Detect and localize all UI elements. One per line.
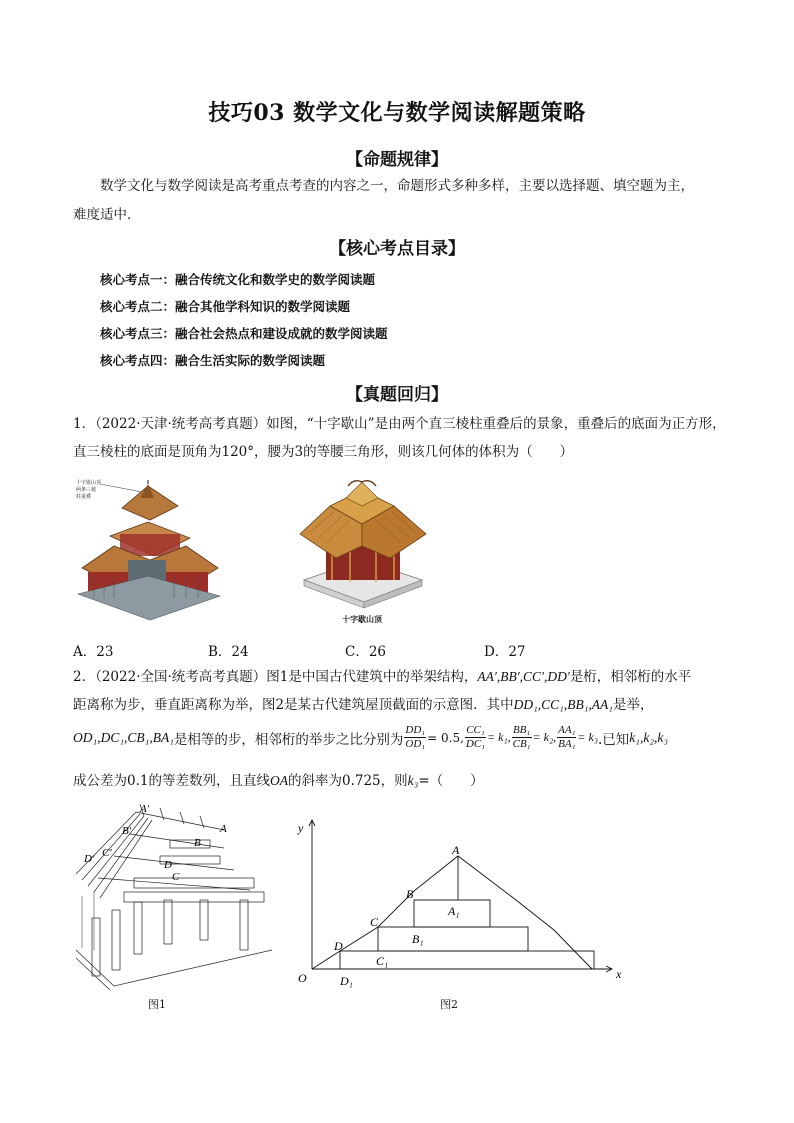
- q1-choice-d: D．27: [484, 644, 526, 660]
- q2-fig2-label-d: D: [334, 939, 343, 953]
- catalog-item-2: 核心考点二：融合其他学科知识的数学阅读题: [100, 299, 351, 314]
- q2-fig2-caption: 图2: [440, 998, 458, 1011]
- q2-line3-b: .已知: [598, 731, 630, 748]
- catalog-item-4: 核心考点四：融合生活实际的数学阅读题: [100, 353, 326, 368]
- q2-fig1-label-c-prime: C′: [102, 847, 112, 859]
- review-heading: 【真题回归】: [346, 385, 448, 405]
- rule-heading: 【命题规律】: [346, 150, 448, 170]
- q2-line3: [73, 724, 668, 751]
- q1-line1: 1．（2022·天津·统考高考真题）如图，“十字歇山”是由两个直三棱柱重叠后的景象，重叠后的底面为正方形，: [73, 416, 726, 432]
- rule-text-line1: 数学文化与数学阅读是高考重点考查的内容之一，命题形式多种多样，主要以选择题、填空题为主，: [100, 178, 694, 194]
- q2-fig1-caption: 图1: [148, 998, 166, 1011]
- q2-line2-a: 距离称为步，垂直距离称为举，图2是某古代建筑屋顶截面的示意图．其中: [73, 697, 514, 713]
- rule-text-line2: 难度适中．: [73, 207, 141, 223]
- catalog-heading: 【核心考点目录】: [329, 239, 465, 259]
- q2-frame-sketch-image: [74, 800, 274, 990]
- q2-frac-3-rhs: = k₂,: [532, 730, 557, 744]
- q1-choice-a: A．23: [73, 644, 114, 660]
- q2-line1-math: AA′,BB′,CC′,DD′: [477, 669, 570, 684]
- q2-frac-1-rhs: = 0.5,: [427, 730, 464, 745]
- q2-fig1-label-a: A: [220, 823, 227, 835]
- q2-line3-a: 是相等的步，相邻桁的举步之比分别为: [173, 731, 404, 748]
- q1-fig1-label-1: 十字歇山顶: [76, 480, 102, 486]
- q1-fig1-label-3: 柱重叠: [76, 494, 92, 500]
- q2-fig2-label-x: x: [616, 967, 622, 981]
- q2-fig2-label-o: O: [298, 971, 307, 985]
- q2-line3-ks: k₁,k₂,k₃: [629, 729, 669, 745]
- q2-fig1-label-c: C: [172, 871, 180, 883]
- q2-frac-1: $\frac{\text{DD₁}}{\text{OD₁}}$: [405, 724, 426, 750]
- q1-cross-gable-roof-image: [290, 476, 435, 626]
- q2-fig1-label-b: B: [194, 837, 201, 849]
- q1-fig1-label-2: 两条三棱: [76, 487, 97, 493]
- q2-line4-c: =（ ）: [418, 773, 484, 789]
- q2-fig2-label-c1: C₁: [376, 954, 389, 968]
- q1-line2: 直三棱柱的底面是顶角为120°，腰为3的等腰三角形，则该几何体的体积为（ ）: [73, 444, 574, 460]
- q1-fig-caption: 十字歇山顶: [342, 615, 382, 624]
- q2-fig2-label-a: A: [452, 843, 460, 857]
- q1-palace-cutaway-image: [74, 476, 222, 624]
- q1-choice-b: B．24: [208, 644, 249, 660]
- q2-fig1-label-b-prime: B′: [122, 825, 132, 837]
- q2-line1-a: 2．（2022·全国·统考高考真题）图1是中国古代建筑中的举架结构，: [73, 669, 478, 685]
- q2-frac-4: $\frac{\text{AA₁}}{\text{BA₁}}$: [558, 724, 576, 750]
- q2-frac-2-rhs: = k₁,: [487, 730, 511, 744]
- q2-fig2-label-y: y: [298, 821, 304, 835]
- q2-fig1-label-a-prime: A′: [140, 803, 150, 815]
- q2-line4: [73, 766, 484, 796]
- catalog-item-1: 核心考点一：融合传统文化和数学史的数学阅读题: [100, 272, 376, 287]
- q2-cross-section-diagram: [292, 812, 632, 992]
- q2-line1: [73, 662, 691, 692]
- catalog-item-3: 核心考点三：融合社会热点和建设成就的数学阅读题: [100, 326, 388, 341]
- q2-frac-2: $\frac{\text{CC₁}}{\text{DC₁}}$: [465, 724, 486, 750]
- q2-fig2-label-d1: D₁: [340, 974, 353, 988]
- q2-line2-b: 是举，: [613, 697, 654, 713]
- q2-fig2-label-b: B: [406, 887, 414, 901]
- q2-line3-math: OD₁,DC₁,CB₁,BA₁: [73, 729, 174, 745]
- q2-fig1-label-d: D: [164, 859, 172, 871]
- q2-line4-k3: k₃: [407, 773, 419, 788]
- q2-fig2-label-a1: A₁: [448, 904, 460, 918]
- q2-line2: [73, 690, 654, 720]
- q2-line4-a: 成公差为0.1的等差数列，且直线: [73, 773, 270, 789]
- q2-fig2-label-c: C: [370, 915, 379, 929]
- q2-line4-b: 的斜率为0.725，则: [287, 773, 408, 789]
- q1-choice-c: C．26: [345, 644, 387, 660]
- q2-fig1-label-d-prime: D′: [84, 853, 95, 865]
- q2-line1-b: 是桁，相邻桁的水平: [569, 669, 692, 685]
- page-title: 技巧03 数学文化与数学阅读解题策略: [208, 100, 586, 126]
- q2-fig2-label-b1: B₁: [412, 932, 424, 946]
- q2-frac-4-rhs: = k₃: [577, 730, 598, 744]
- q2-line2-math: DD₁,CC₁,BB₁,AA₁: [513, 697, 613, 712]
- q2-line4-oa: OA: [269, 773, 288, 788]
- q2-frac-3: $\frac{\text{BB₁}}{\text{CB₁}}$: [512, 724, 531, 750]
